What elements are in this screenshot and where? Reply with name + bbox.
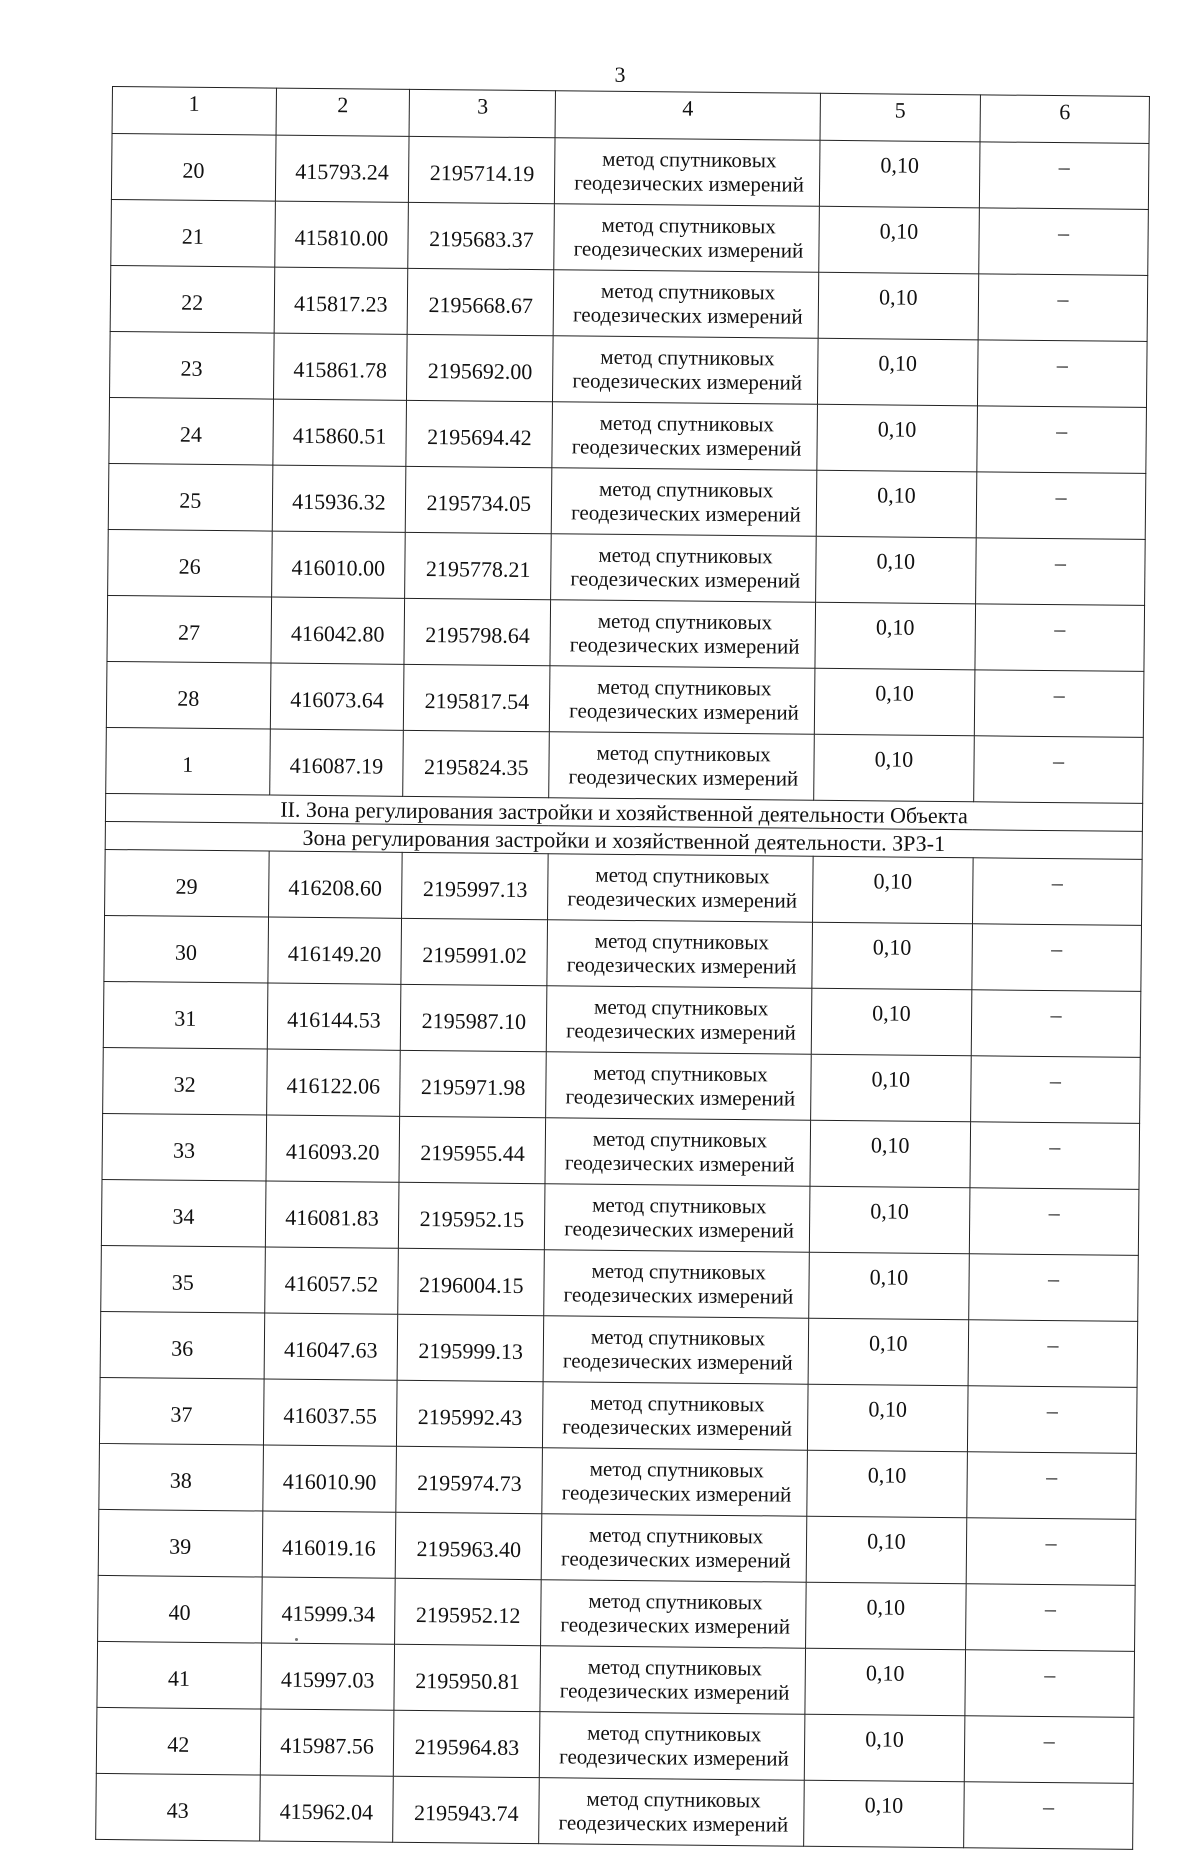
method-line-2: геодезических измерений	[569, 697, 799, 725]
description-cell: –	[965, 1584, 1135, 1652]
description-cell: –	[968, 1320, 1138, 1388]
method-line-1: метод спутниковых	[586, 1786, 761, 1813]
method-line-1: метод спутниковых	[595, 862, 770, 889]
description-cell: –	[978, 274, 1148, 342]
table-row	[105, 849, 1143, 925]
coordinate-x-cell: 415817.23	[274, 267, 409, 334]
description-cell: –	[967, 1452, 1137, 1520]
coordinate-x-cell: 415999.34	[261, 1577, 396, 1644]
coordinate-y-cell: 2195817.54	[404, 664, 551, 731]
point-number-cell: 22	[110, 265, 274, 333]
method-cell	[546, 1052, 811, 1121]
accuracy-cell: 0,10	[813, 734, 974, 802]
accuracy-cell: 0,10	[805, 1582, 966, 1650]
table-row	[107, 595, 1145, 671]
table-row	[108, 529, 1146, 605]
accuracy-cell: 0,10	[815, 536, 976, 604]
coordinate-y-cell: 2195963.40	[396, 1512, 543, 1579]
accuracy-cell: 0,10	[818, 272, 979, 340]
description-cell: –	[969, 1254, 1139, 1322]
method-line-1: метод спутниковых	[593, 1060, 768, 1087]
method-line-1: метод спутниковых	[593, 994, 769, 1021]
coordinate-y-cell: 2195734.05	[406, 466, 553, 533]
accuracy-cell: 0,10	[807, 1384, 968, 1452]
method-line-2: геодезических измерений	[560, 1545, 791, 1573]
description-cell: –	[970, 1122, 1140, 1190]
method-line-1: метод спутниковых	[599, 410, 775, 437]
description-cell: –	[975, 604, 1145, 672]
coordinate-x-cell: 416122.06	[266, 1049, 401, 1116]
coordinate-x-cell: 416047.63	[264, 1313, 399, 1380]
coordinate-x-cell: 416087.19	[269, 729, 404, 796]
description-cell: –	[976, 538, 1146, 606]
coordinate-x-cell: 416073.64	[270, 663, 405, 730]
point-number-cell: 33	[102, 1113, 266, 1181]
coordinate-x-cell: 415936.32	[272, 465, 407, 532]
coordinate-x-cell: 415861.78	[273, 333, 408, 400]
coordinate-x-cell: 415987.56	[260, 1709, 395, 1776]
coordinate-x-cell: 416208.60	[268, 851, 403, 918]
section-title: II. Зона регулирования застройки и хозяйственной деятельности Объекта	[105, 793, 1142, 831]
column-header: 3	[409, 89, 555, 137]
accuracy-cell: 0,10	[814, 668, 975, 736]
method-line-2: геодезических измерений	[560, 1611, 791, 1639]
table-row	[108, 463, 1146, 539]
accuracy-cell: 0,10	[812, 856, 973, 924]
method-line-2: геодезических измерений	[562, 1347, 793, 1375]
method-cell	[548, 854, 813, 923]
method-line-2: геодезических измерений	[573, 235, 804, 263]
coordinate-y-cell: 2195991.02	[401, 918, 548, 985]
method-cell	[553, 336, 818, 405]
accuracy-cell: 0,10	[805, 1648, 966, 1716]
accuracy-cell: 0,10	[819, 140, 980, 208]
method-line-2: геодезических измерений	[572, 301, 803, 329]
description-cell: –	[965, 1650, 1135, 1718]
coordinate-y-cell: 2195955.44	[399, 1116, 546, 1183]
coordinate-y-cell: 2195952.12	[395, 1578, 542, 1645]
point-number-cell: 39	[98, 1509, 262, 1577]
coordinate-y-cell: 2195694.42	[406, 400, 553, 467]
method-cell	[551, 534, 816, 603]
method-line-2: геодезических измерений	[574, 169, 805, 197]
point-number-cell: 40	[98, 1575, 262, 1643]
coordinate-y-cell: 2195714.19	[409, 136, 556, 203]
method-cell	[552, 468, 817, 537]
point-number-cell: 29	[105, 849, 269, 917]
point-number-cell: 38	[99, 1443, 263, 1511]
column-header: 6	[980, 95, 1149, 144]
method-line-1: метод спутниковых	[590, 1324, 766, 1351]
method-cell	[541, 1514, 806, 1583]
method-line-1: метод спутниковых	[601, 212, 776, 239]
table-row	[102, 1113, 1140, 1189]
method-cell	[541, 1580, 806, 1649]
method-line-1: метод спутниковых	[600, 278, 776, 305]
method-line-1: метод спутниковых	[587, 1654, 763, 1681]
coordinate-x-cell: 416057.52	[264, 1247, 399, 1314]
method-line-2: геодезических измерений	[566, 1017, 796, 1045]
accuracy-cell: 0,10	[807, 1450, 968, 1518]
point-number-cell: 25	[108, 463, 272, 531]
coordinate-y-cell: 2195683.37	[408, 202, 555, 269]
description-cell: –	[964, 1716, 1134, 1784]
coordinate-x-cell: 416010.90	[262, 1445, 397, 1512]
table-row	[99, 1377, 1137, 1453]
method-line-1: метод спутниковых	[589, 1456, 764, 1483]
table-row	[109, 397, 1147, 473]
coordinate-y-cell: 2195999.13	[397, 1314, 544, 1381]
method-line-1: метод спутниковых	[600, 344, 775, 371]
method-cell	[539, 1778, 804, 1847]
page-number: 3	[614, 62, 626, 87]
description-cell: –	[967, 1386, 1137, 1454]
coordinate-y-cell: 2196004.15	[398, 1248, 545, 1315]
point-number-cell: 36	[100, 1311, 264, 1379]
point-number-cell: 43	[96, 1773, 260, 1841]
point-number-cell: 20	[111, 134, 275, 202]
accuracy-cell: 0,10	[816, 470, 977, 538]
method-cell	[547, 986, 812, 1055]
method-line-2: геодезических измерений	[572, 367, 803, 395]
coordinate-x-cell: 416019.16	[262, 1511, 397, 1578]
method-cell	[544, 1250, 809, 1319]
description-cell: –	[979, 208, 1149, 276]
table-row	[99, 1443, 1137, 1519]
description-cell: –	[974, 736, 1144, 804]
accuracy-cell: 0,10	[819, 206, 980, 274]
method-cell	[545, 1184, 810, 1253]
method-cell	[550, 666, 815, 735]
description-cell: –	[966, 1518, 1136, 1586]
table-row	[101, 1179, 1139, 1255]
method-line-2: геодезических измерений	[571, 433, 802, 461]
method-line-2: геодезических измерений	[569, 631, 800, 659]
description-cell: –	[972, 924, 1142, 992]
method-line-2: геодезических измерений	[559, 1743, 789, 1771]
method-line-1: метод спутниковых	[602, 146, 777, 173]
scan-speck	[295, 1638, 298, 1641]
accuracy-cell: 0,10	[806, 1516, 967, 1584]
method-cell	[552, 402, 817, 471]
coordinate-x-cell: 415810.00	[274, 201, 409, 268]
accuracy-cell: 0,10	[808, 1318, 969, 1386]
method-cell	[540, 1712, 805, 1781]
method-line-2: геодезических измерений	[561, 1479, 792, 1507]
accuracy-cell: 0,10	[810, 1054, 971, 1122]
accuracy-cell: 0,10	[811, 988, 972, 1056]
description-cell: –	[974, 670, 1144, 738]
table-row	[104, 915, 1142, 991]
coordinate-y-cell: 2195974.73	[396, 1446, 543, 1513]
point-number-cell: 23	[110, 331, 274, 399]
table-row	[110, 265, 1148, 341]
description-cell: –	[964, 1782, 1134, 1850]
accuracy-cell: 0,10	[810, 1120, 971, 1188]
method-line-2: геодезических измерений	[568, 763, 799, 791]
coordinate-y-cell: 2195992.43	[397, 1380, 544, 1447]
point-number-cell: 28	[106, 661, 270, 729]
method-line-2: геодезических измерений	[571, 499, 801, 527]
coordinate-x-cell: 416010.00	[271, 531, 406, 598]
method-cell	[553, 270, 818, 339]
table-row	[96, 1707, 1134, 1783]
method-line-1: метод спутниковых	[588, 1588, 763, 1615]
description-cell: –	[979, 142, 1149, 210]
table-row	[98, 1509, 1136, 1585]
description-cell: –	[976, 472, 1146, 540]
column-header: 5	[820, 93, 981, 142]
accuracy-cell: 0,10	[817, 404, 978, 472]
method-line-2: геодезических измерений	[564, 1215, 795, 1243]
method-line-2: геодезических измерений	[565, 1083, 796, 1111]
method-line-2: геодезических измерений	[566, 951, 797, 979]
coordinate-y-cell: 2195964.83	[394, 1710, 541, 1777]
table-row	[110, 331, 1148, 407]
coordinate-y-cell: 2195971.98	[400, 1050, 547, 1117]
coordinate-x-cell: 416037.55	[263, 1379, 398, 1446]
column-header: 2	[276, 88, 410, 136]
table-row	[100, 1311, 1138, 1387]
table-row	[96, 1773, 1134, 1849]
table-row	[111, 134, 1149, 210]
accuracy-cell: 0,10	[812, 922, 973, 990]
method-line-1: метод спутниковых	[591, 1258, 766, 1285]
table-row	[98, 1575, 1136, 1651]
method-line-2: геодезических измерений	[563, 1281, 794, 1309]
method-cell	[547, 920, 812, 989]
coordinates-table-body	[96, 87, 1150, 1850]
accuracy-cell: 0,10	[809, 1186, 970, 1254]
coordinate-y-cell: 2195668.67	[408, 268, 555, 335]
method-cell	[545, 1118, 810, 1187]
coordinate-y-cell: 2195952.15	[399, 1182, 546, 1249]
coordinate-y-cell: 2195692.00	[407, 334, 554, 401]
coordinate-x-cell: 415997.03	[260, 1643, 395, 1710]
coordinate-y-cell: 2195824.35	[403, 730, 550, 797]
point-number-cell: 26	[108, 529, 272, 597]
point-number-cell: 41	[97, 1641, 261, 1709]
method-line-1: метод спутниковых	[588, 1522, 764, 1549]
coordinate-x-cell: 415962.04	[259, 1775, 394, 1842]
method-line-1: метод спутниковых	[597, 674, 772, 701]
table-row	[97, 1641, 1135, 1717]
method-cell	[543, 1382, 808, 1451]
subsection-title: Зона регулирования застройки и хозяйственной деятельности. ЗРЗ-1	[105, 821, 1142, 859]
coordinate-x-cell: 416093.20	[265, 1115, 400, 1182]
table-row	[101, 1245, 1139, 1321]
coordinate-y-cell: 2195798.64	[404, 598, 551, 665]
point-number-cell: 42	[96, 1707, 260, 1775]
method-line-2: геодезических измерений	[564, 1149, 795, 1177]
accuracy-cell: 0,10	[808, 1252, 969, 1320]
point-number-cell: 32	[103, 1047, 267, 1115]
method-line-1: метод спутниковых	[587, 1720, 762, 1747]
point-number-cell: 30	[104, 915, 268, 983]
method-cell	[540, 1646, 805, 1715]
description-cell: –	[969, 1188, 1139, 1256]
coordinate-x-cell: 415860.51	[272, 399, 407, 466]
description-cell: –	[977, 340, 1147, 408]
method-cell	[555, 138, 820, 207]
description-cell: –	[971, 1056, 1141, 1124]
coordinate-x-cell: 416042.80	[270, 597, 405, 664]
method-cell	[554, 204, 819, 273]
method-cell	[550, 600, 815, 669]
method-line-2: геодезических измерений	[559, 1677, 790, 1705]
column-header: 4	[555, 91, 820, 141]
point-number-cell: 1	[106, 727, 270, 795]
method-line-1: метод спутниковых	[592, 1192, 767, 1219]
coordinate-y-cell: 2195778.21	[405, 532, 552, 599]
coordinate-y-cell: 2195950.81	[394, 1644, 541, 1711]
accuracy-cell: 0,10	[815, 602, 976, 670]
table-row	[106, 727, 1144, 803]
coordinate-x-cell: 416081.83	[265, 1181, 400, 1248]
table-row	[103, 981, 1141, 1057]
method-line-2: геодезических измерений	[570, 565, 801, 593]
point-number-cell: 34	[101, 1179, 265, 1247]
coordinate-x-cell: 416144.53	[267, 983, 402, 1050]
coordinate-x-cell: 416149.20	[267, 917, 402, 984]
description-cell: –	[977, 406, 1147, 474]
method-cell	[543, 1316, 808, 1385]
point-number-cell: 35	[101, 1245, 265, 1313]
accuracy-cell: 0,10	[804, 1714, 965, 1782]
coordinate-x-cell: 415793.24	[275, 135, 410, 202]
column-header: 1	[112, 87, 276, 136]
coordinates-table	[95, 86, 1150, 1850]
method-line-1: метод спутниковых	[594, 928, 770, 955]
method-line-1: метод спутниковых	[598, 476, 774, 503]
method-cell	[542, 1448, 807, 1517]
coordinate-y-cell: 2195987.10	[401, 984, 548, 1051]
coordinate-y-cell: 2195943.74	[393, 1776, 540, 1843]
method-line-2: геодезических измерений	[567, 885, 798, 913]
method-line-1: метод спутниковых	[598, 542, 773, 569]
method-line-2: геодезических измерений	[562, 1413, 793, 1441]
point-number-cell: 21	[111, 199, 275, 267]
table-row	[106, 661, 1144, 737]
point-number-cell: 31	[103, 981, 267, 1049]
point-number-cell: 24	[109, 397, 273, 465]
description-cell: –	[971, 990, 1141, 1058]
table-row	[111, 199, 1149, 275]
accuracy-cell: 0,10	[803, 1780, 964, 1848]
point-number-cell: 27	[107, 595, 271, 663]
table-row	[103, 1047, 1141, 1123]
method-line-1: метод спутниковых	[590, 1390, 765, 1417]
method-line-2: геодезических измерений	[558, 1809, 789, 1837]
point-number-cell: 37	[99, 1377, 263, 1445]
accuracy-cell: 0,10	[817, 338, 978, 406]
description-cell: –	[972, 858, 1142, 926]
method-line-1: метод спутниковых	[597, 608, 773, 635]
coordinate-y-cell: 2195997.13	[402, 852, 549, 919]
method-cell	[549, 732, 814, 801]
method-line-1: метод спутниковых	[596, 740, 771, 767]
method-line-1: метод спутниковых	[592, 1126, 768, 1153]
